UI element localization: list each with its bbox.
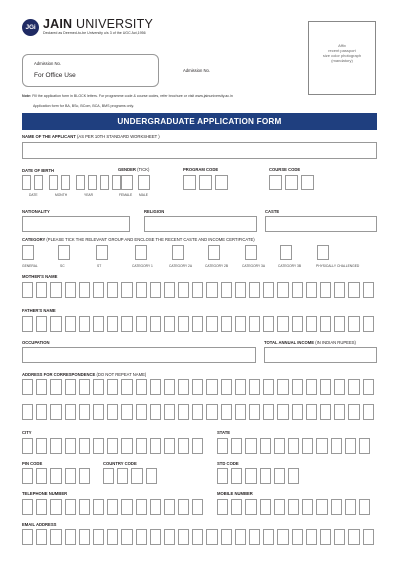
char-cell[interactable] [348, 404, 359, 420]
dob-cell[interactable] [88, 175, 97, 190]
char-cell[interactable] [288, 438, 299, 454]
category-option: GENERAL [22, 264, 38, 268]
category-box-2b[interactable] [208, 245, 220, 260]
char-cell[interactable] [292, 404, 303, 420]
pin-code-cells[interactable] [22, 468, 90, 484]
char-cell[interactable] [221, 404, 232, 420]
char-cell[interactable] [235, 282, 246, 298]
char-cell[interactable] [345, 499, 356, 515]
char-cell[interactable] [150, 499, 161, 515]
category-label-text: CATEGORY [22, 237, 46, 242]
gender-label [118, 167, 149, 172]
char-cell[interactable] [50, 404, 61, 420]
char-cell[interactable] [93, 499, 104, 515]
char-cell[interactable] [316, 499, 327, 515]
char-cell[interactable] [150, 282, 161, 298]
caste-label: CASTE [265, 209, 280, 214]
char-cell[interactable] [334, 404, 345, 420]
char-cell[interactable] [206, 282, 217, 298]
religion-field[interactable] [144, 216, 257, 232]
char-cell[interactable] [107, 379, 118, 395]
char-cell[interactable] [260, 468, 271, 484]
email-cells[interactable] [22, 529, 374, 545]
char-cell[interactable] [274, 438, 285, 454]
char-cell[interactable] [348, 529, 359, 545]
char-cell[interactable] [245, 438, 256, 454]
university-logo: JGi [22, 19, 39, 36]
state-cells[interactable] [217, 438, 370, 454]
char-cell[interactable] [274, 499, 285, 515]
dob-cell[interactable] [100, 175, 109, 190]
char-cell[interactable] [164, 438, 175, 454]
char-cell[interactable] [292, 529, 303, 545]
char-cell[interactable] [292, 379, 303, 395]
char-cell[interactable] [235, 404, 246, 420]
char-cell[interactable] [359, 438, 370, 454]
char-cell[interactable] [363, 404, 374, 420]
gender-hint: (TICK) [137, 167, 150, 172]
char-cell[interactable] [306, 379, 317, 395]
category-label [22, 237, 255, 242]
char-cell[interactable] [131, 468, 142, 484]
char-cell[interactable] [36, 316, 47, 332]
char-cell[interactable] [103, 468, 114, 484]
char-cell[interactable] [93, 282, 104, 298]
char-cell[interactable] [93, 404, 104, 420]
mother-name-label: MOTHER'S NAME [22, 274, 58, 279]
char-cell[interactable] [36, 499, 47, 515]
pin-code-label: PIN CODE [22, 461, 43, 466]
dob-cells[interactable] [22, 175, 124, 190]
name-label [22, 134, 160, 139]
char-cell[interactable] [121, 404, 132, 420]
char-cell[interactable] [277, 379, 288, 395]
char-cell[interactable] [320, 316, 331, 332]
char-cell[interactable] [260, 438, 271, 454]
char-cell[interactable] [79, 404, 90, 420]
char-cell[interactable] [334, 316, 345, 332]
category-option: SC [60, 264, 65, 268]
char-cell[interactable] [217, 499, 228, 515]
course-code-cell[interactable] [269, 175, 282, 190]
char-cell[interactable] [150, 438, 161, 454]
occupation-label: OCCUPATION [22, 340, 50, 345]
char-cell[interactable] [206, 529, 217, 545]
char-cell[interactable] [302, 499, 313, 515]
admission-box [22, 54, 159, 87]
name-hint: (AS PER 10TH STANDARD WORKSHEET ) [77, 134, 160, 139]
char-cell[interactable] [221, 316, 232, 332]
char-cell[interactable] [206, 316, 217, 332]
occupation-field[interactable] [22, 347, 256, 363]
char-cell[interactable] [363, 379, 374, 395]
char-cell[interactable] [36, 468, 47, 484]
char-cell[interactable] [164, 499, 175, 515]
char-cell[interactable] [192, 499, 203, 515]
char-cell[interactable] [359, 499, 370, 515]
char-cell[interactable] [178, 282, 189, 298]
char-cell[interactable] [320, 282, 331, 298]
dob-sub-date: DATE [29, 193, 38, 197]
char-cell[interactable] [164, 529, 175, 545]
dob-cell[interactable] [49, 175, 58, 190]
char-cell[interactable] [79, 468, 90, 484]
char-cell[interactable] [146, 468, 157, 484]
form-title: UNDERGRADUATE APPLICATION FORM [22, 113, 377, 130]
gender-option-male: MALE [139, 193, 148, 197]
char-cell[interactable] [136, 379, 147, 395]
char-cell[interactable] [363, 529, 374, 545]
char-cell[interactable] [221, 529, 232, 545]
photo-box-line: Affix [338, 43, 346, 48]
char-cell[interactable] [50, 282, 61, 298]
category-box-general[interactable] [22, 245, 34, 260]
address-line-2-cells[interactable] [22, 404, 374, 420]
char-cell[interactable] [192, 316, 203, 332]
char-cell[interactable] [65, 499, 76, 515]
note-text: Fill the application form in BLOCK letters. For programme code & course codes, refer brochure or visit www.jainuniversity.ac.in [32, 94, 233, 98]
char-cell[interactable] [36, 404, 47, 420]
char-cell[interactable] [320, 379, 331, 395]
mobile-cells[interactable] [217, 499, 370, 515]
char-cell[interactable] [136, 404, 147, 420]
program-code-cells[interactable] [183, 175, 231, 190]
income-field[interactable] [264, 347, 377, 363]
char-cell[interactable] [263, 529, 274, 545]
dob-cell[interactable] [61, 175, 70, 190]
char-cell[interactable] [277, 282, 288, 298]
category-option: CATEGORY 2B [205, 264, 229, 268]
photo-box-line: recent passport [328, 48, 356, 53]
char-cell[interactable] [36, 529, 47, 545]
char-cell[interactable] [192, 404, 203, 420]
char-cell[interactable] [150, 404, 161, 420]
char-cell[interactable] [348, 379, 359, 395]
char-cell[interactable] [277, 529, 288, 545]
income-label-text: TOTAL ANNUAL INCOME [264, 340, 315, 345]
char-cell[interactable] [36, 438, 47, 454]
char-cell[interactable] [306, 529, 317, 545]
category-box-sc[interactable] [58, 245, 70, 260]
std-code-label: STD CODE [217, 461, 239, 466]
university-name [43, 17, 153, 31]
category-option: PHYSICALLY CHALLENGED [316, 264, 360, 268]
char-cell[interactable] [22, 404, 33, 420]
state-label: STATE [217, 430, 231, 435]
char-cell[interactable] [107, 529, 118, 545]
char-cell[interactable] [348, 282, 359, 298]
char-cell[interactable] [363, 316, 374, 332]
char-cell[interactable] [50, 438, 61, 454]
char-cell[interactable] [292, 282, 303, 298]
country-code-cells[interactable] [103, 468, 157, 484]
char-cell[interactable] [50, 316, 61, 332]
char-cell[interactable] [79, 316, 90, 332]
char-cell[interactable] [121, 316, 132, 332]
category-option: CATEGORY 1 [132, 264, 153, 268]
photo-box-line: size color photograph [322, 53, 362, 58]
char-cell[interactable] [348, 316, 359, 332]
char-cell[interactable] [164, 282, 175, 298]
program-code-label: PROGRAM CODE [183, 167, 219, 172]
char-cell[interactable] [345, 438, 356, 454]
char-cell[interactable] [306, 316, 317, 332]
father-name-cells[interactable] [22, 316, 374, 332]
char-cell[interactable] [206, 379, 217, 395]
char-cell[interactable] [65, 316, 76, 332]
char-cell[interactable] [22, 316, 33, 332]
address-line-1-cells[interactable] [22, 379, 374, 395]
gender-female-box[interactable] [121, 175, 133, 190]
note-line [22, 94, 233, 98]
nationality-field[interactable] [22, 216, 130, 232]
char-cell[interactable] [277, 404, 288, 420]
char-cell[interactable] [79, 379, 90, 395]
city-cells[interactable] [22, 438, 203, 454]
char-cell[interactable] [121, 529, 132, 545]
char-cell[interactable] [192, 438, 203, 454]
name-label-text: NAME OF THE APPLICANT [22, 134, 76, 139]
program-code-cell[interactable] [199, 175, 212, 190]
char-cell[interactable] [235, 379, 246, 395]
char-cell[interactable] [302, 438, 313, 454]
category-box-st[interactable] [96, 245, 108, 260]
char-cell[interactable] [217, 438, 228, 454]
char-cell[interactable] [136, 499, 147, 515]
religion-label: RELIGION [144, 209, 165, 214]
char-cell[interactable] [263, 316, 274, 332]
char-cell[interactable] [65, 468, 76, 484]
category-option: CATEGORY 3B [278, 264, 302, 268]
char-cell[interactable] [235, 529, 246, 545]
char-cell[interactable] [150, 529, 161, 545]
char-cell[interactable] [306, 282, 317, 298]
char-cell[interactable] [93, 438, 104, 454]
dob-sub-month: MONTH [55, 193, 68, 197]
category-option: CATEGORY 2A [169, 264, 193, 268]
char-cell[interactable] [288, 468, 299, 484]
char-cell[interactable] [65, 404, 76, 420]
char-cell[interactable] [221, 379, 232, 395]
char-cell[interactable] [121, 438, 132, 454]
char-cell[interactable] [245, 499, 256, 515]
country-code-label: COUNTRY CODE [103, 461, 137, 466]
char-cell[interactable] [93, 316, 104, 332]
char-cell[interactable] [36, 379, 47, 395]
char-cell[interactable] [192, 282, 203, 298]
char-cell[interactable] [260, 499, 271, 515]
char-cell[interactable] [221, 282, 232, 298]
category-box-3a[interactable] [245, 245, 257, 260]
char-cell[interactable] [150, 379, 161, 395]
dob-cell[interactable] [76, 175, 85, 190]
gender-label-text: GENDER [118, 167, 136, 172]
mother-name-cells[interactable] [22, 282, 374, 298]
dob-cell[interactable] [34, 175, 43, 190]
char-cell[interactable] [79, 499, 90, 515]
char-cell[interactable] [249, 404, 260, 420]
char-cell[interactable] [164, 379, 175, 395]
char-cell[interactable] [274, 468, 285, 484]
telephone-cells[interactable] [22, 499, 203, 515]
char-cell[interactable] [178, 438, 189, 454]
char-cell[interactable] [235, 316, 246, 332]
course-code-label: COURSE CODE [269, 167, 301, 172]
char-cell[interactable] [22, 499, 33, 515]
char-cell[interactable] [178, 404, 189, 420]
category-box-2a[interactable] [172, 245, 184, 260]
char-cell[interactable] [306, 404, 317, 420]
char-cell[interactable] [121, 499, 132, 515]
category-box-physically-challenged[interactable] [317, 245, 329, 260]
university-name-rest: UNIVERSITY [75, 17, 153, 31]
income-hint: (IN INDIAN RUPEES) [315, 340, 356, 345]
char-cell[interactable] [65, 379, 76, 395]
admission-no-label: Admission No. [183, 68, 210, 73]
char-cell[interactable] [79, 282, 90, 298]
category-box-1[interactable] [135, 245, 147, 260]
telephone-label: TELEPHONE NUMBER [22, 491, 68, 496]
char-cell[interactable] [79, 529, 90, 545]
char-cell[interactable] [93, 529, 104, 545]
name-field[interactable] [22, 142, 377, 159]
city-label: CITY [22, 430, 32, 435]
char-cell[interactable] [65, 282, 76, 298]
char-cell[interactable] [363, 282, 374, 298]
course-code-cell[interactable] [301, 175, 314, 190]
char-cell[interactable] [136, 316, 147, 332]
char-cell[interactable] [178, 499, 189, 515]
char-cell[interactable] [178, 316, 189, 332]
char-cell[interactable] [136, 529, 147, 545]
caste-field[interactable] [265, 216, 377, 232]
char-cell[interactable] [334, 379, 345, 395]
program-code-cell[interactable] [215, 175, 228, 190]
char-cell[interactable] [249, 316, 260, 332]
char-cell[interactable] [249, 379, 260, 395]
father-name-label: FATHER'S NAME [22, 308, 56, 313]
char-cell[interactable] [65, 438, 76, 454]
category-box-3b[interactable] [280, 245, 292, 260]
char-cell[interactable] [107, 316, 118, 332]
char-cell[interactable] [249, 282, 260, 298]
char-cell[interactable] [22, 529, 33, 545]
char-cell[interactable] [107, 438, 118, 454]
note-prefix: Note: [22, 94, 32, 98]
char-cell[interactable] [249, 529, 260, 545]
university-name-bold: JAIN [43, 17, 73, 31]
char-cell[interactable] [107, 282, 118, 298]
dob-label: DATE OF BIRTH [22, 168, 55, 173]
char-cell[interactable] [277, 316, 288, 332]
char-cell[interactable] [136, 438, 147, 454]
char-cell[interactable] [164, 404, 175, 420]
char-cell[interactable] [22, 282, 33, 298]
char-cell[interactable] [117, 468, 128, 484]
char-cell[interactable] [50, 379, 61, 395]
char-cell[interactable] [50, 529, 61, 545]
char-cell[interactable] [288, 499, 299, 515]
char-cell[interactable] [331, 438, 342, 454]
char-cell[interactable] [65, 529, 76, 545]
office-use-text: For Office Use [34, 72, 76, 79]
char-cell[interactable] [79, 438, 90, 454]
program-code-cell[interactable] [183, 175, 196, 190]
char-cell[interactable] [22, 468, 33, 484]
gender-male-box[interactable] [138, 175, 150, 190]
char-cell[interactable] [121, 379, 132, 395]
char-cell[interactable] [263, 282, 274, 298]
category-option: CATEGORY 3A [242, 264, 266, 268]
char-cell[interactable] [245, 468, 256, 484]
char-cell[interactable] [331, 499, 342, 515]
char-cell[interactable] [206, 404, 217, 420]
char-cell[interactable] [320, 529, 331, 545]
char-cell[interactable] [334, 529, 345, 545]
std-code-cells[interactable] [217, 468, 299, 484]
admission-label: Admission No. [34, 61, 61, 66]
char-cell[interactable] [36, 282, 47, 298]
char-cell[interactable] [50, 499, 61, 515]
mobile-label: MOBILE NUMBER [217, 491, 253, 496]
char-cell[interactable] [231, 438, 242, 454]
char-cell[interactable] [263, 404, 274, 420]
char-cell[interactable] [192, 529, 203, 545]
char-cell[interactable] [292, 316, 303, 332]
char-cell[interactable] [107, 404, 118, 420]
char-cell[interactable] [178, 379, 189, 395]
course-code-cell[interactable] [285, 175, 298, 190]
email-label: EMAIL ADDRESS [22, 522, 57, 527]
char-cell[interactable] [178, 529, 189, 545]
char-cell[interactable] [93, 379, 104, 395]
char-cell[interactable] [107, 499, 118, 515]
char-cell[interactable] [22, 438, 33, 454]
category-hint: (PLEASE TICK THE RELEVANT GROUP AND ENCLOSE THE RECENT CASTE AND INCOME CERTIFICATE) [46, 237, 255, 242]
nationality-label: NATIONALITY [22, 209, 50, 214]
address-hint: (DO NOT REPEAT NAME) [96, 372, 147, 377]
address-label-text: ADDRESS FOR CORRESPONDENCE [22, 372, 96, 377]
course-code-cells[interactable] [269, 175, 317, 190]
income-label [264, 340, 356, 345]
char-cell[interactable] [263, 379, 274, 395]
char-cell[interactable] [150, 316, 161, 332]
char-cell[interactable] [136, 282, 147, 298]
dob-cell[interactable] [112, 175, 121, 190]
photo-box-line: (mandatory) [331, 58, 353, 63]
char-cell[interactable] [164, 316, 175, 332]
char-cell[interactable] [320, 404, 331, 420]
char-cell[interactable] [231, 499, 242, 515]
university-subtitle: Declared as Deemed-to-be University u/s 3 of the UGC Act,1956 [43, 31, 146, 35]
char-cell[interactable] [50, 468, 61, 484]
char-cell[interactable] [192, 379, 203, 395]
dob-cell[interactable] [22, 175, 31, 190]
char-cell[interactable] [22, 379, 33, 395]
dob-sub-year: YEAR [84, 193, 93, 197]
applicable-note: Application form for BA, BSc, BCom, BCA, BMS programs only. [33, 104, 134, 108]
char-cell[interactable] [316, 438, 327, 454]
photo-box[interactable] [308, 21, 376, 95]
char-cell[interactable] [334, 282, 345, 298]
char-cell[interactable] [217, 468, 228, 484]
category-option: ST [97, 264, 102, 268]
char-cell[interactable] [121, 282, 132, 298]
address-label [22, 372, 146, 377]
gender-option-female: FEMALE [119, 193, 133, 197]
char-cell[interactable] [231, 468, 242, 484]
